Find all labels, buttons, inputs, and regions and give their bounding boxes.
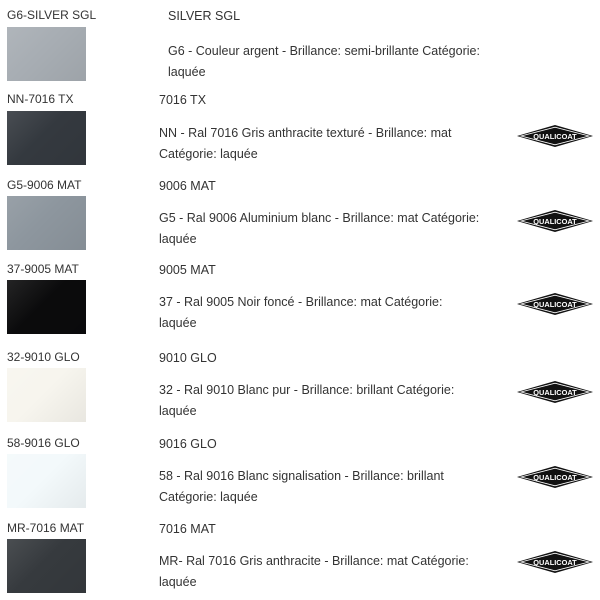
desc-line-1: 37 - Ral 9005 Noir foncé - Brillance: mat Catégorie: (159, 295, 443, 309)
color-title: 9006 MAT (159, 179, 216, 193)
color-description (159, 292, 442, 334)
qualicoat-logo-icon (516, 292, 594, 316)
desc-line-2: laquée (159, 404, 197, 418)
color-title: 9010 GLO (159, 351, 217, 365)
color-swatch[interactable] (7, 280, 86, 334)
color-title: 7016 MAT (159, 522, 216, 536)
desc-line-2: laquée (159, 575, 197, 589)
color-swatch[interactable] (7, 27, 86, 81)
color-swatch[interactable] (7, 454, 86, 508)
color-title: 9005 MAT (159, 263, 216, 277)
color-code: 37-9005 MAT (7, 262, 79, 276)
color-code: 58-9016 GLO (7, 436, 80, 450)
desc-line-2: laquée (168, 65, 206, 79)
color-description (159, 380, 454, 422)
color-swatch[interactable] (7, 539, 86, 593)
color-swatch[interactable] (7, 368, 86, 422)
qualicoat-logo-text: QUALICOAT (533, 472, 577, 482)
qualicoat-logo-icon (516, 124, 594, 148)
qualicoat-logo-text: QUALICOAT (533, 557, 577, 567)
qualicoat-logo-icon (516, 550, 594, 574)
color-code: NN-7016 TX (7, 92, 74, 106)
desc-line-2: laquée (159, 232, 197, 246)
color-title: 7016 TX (159, 93, 207, 107)
desc-line-2: Catégorie: laquée (159, 490, 258, 504)
qualicoat-logo-icon (516, 465, 594, 489)
desc-line-2: Catégorie: laquée (159, 147, 258, 161)
color-description (159, 551, 469, 593)
color-title: 9016 GLO (159, 437, 217, 451)
desc-line-1: MR- Ral 7016 Gris anthracite - Brillance: mat Catégorie: (159, 554, 469, 568)
color-description (168, 41, 480, 83)
color-title: SILVER SGL (168, 9, 241, 23)
desc-line-1: 32 - Ral 9010 Blanc pur - Brillance: brillant Catégorie: (159, 383, 455, 397)
qualicoat-logo-icon (516, 380, 594, 404)
color-description (159, 208, 479, 250)
color-code: MR-7016 MAT (7, 521, 85, 535)
color-code: G6-SILVER SGL (7, 8, 97, 22)
desc-line-1: G5 - Ral 9006 Aluminium blanc - Brillance: mat Catégorie: (159, 211, 480, 225)
qualicoat-logo-text: QUALICOAT (533, 131, 577, 141)
qualicoat-logo-icon (516, 209, 594, 233)
qualicoat-logo-text: QUALICOAT (533, 216, 577, 226)
desc-line-2: laquée (159, 316, 197, 330)
desc-line-1: 58 - Ral 9016 Blanc signalisation - Brillance: brillant (159, 469, 444, 483)
qualicoat-logo-text: QUALICOAT (533, 299, 577, 309)
color-code: 32-9010 GLO (7, 350, 80, 364)
color-description (159, 123, 451, 165)
color-swatch[interactable] (7, 196, 86, 250)
desc-line-1: G6 - Couleur argent - Brillance: semi-brillante Catégorie: (168, 44, 480, 58)
color-code: G5-9006 MAT (7, 178, 82, 192)
qualicoat-logo-text: QUALICOAT (533, 387, 577, 397)
color-swatch[interactable] (7, 111, 86, 165)
color-description (159, 466, 444, 508)
desc-line-1: NN - Ral 7016 Gris anthracite texturé - Brillance: mat (159, 126, 452, 140)
